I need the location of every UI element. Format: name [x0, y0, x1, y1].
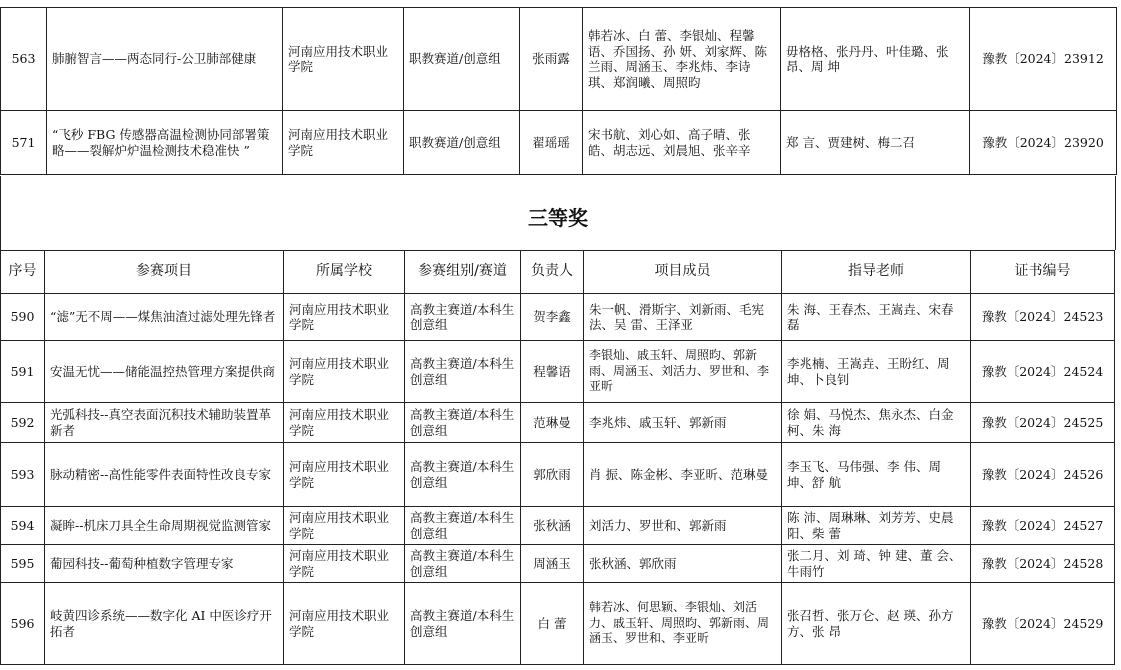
advisors: 李玉飞、马伟强、李 伟、周 坤、舒 航	[782, 443, 971, 507]
project-name: “飞秒 FBG 传感器高温检测协同部署策略——裂解炉炉温检测技术稳准快 ”	[47, 111, 283, 175]
header-project: 参赛项目	[45, 251, 284, 294]
certificate-number: 豫教〔2024〕24527	[971, 507, 1115, 545]
school-name: 河南应用技术职业学院	[284, 403, 405, 443]
table-row	[1, 341, 1115, 403]
school-name: 河南应用技术职业学院	[283, 8, 404, 111]
row-number: 590	[1, 294, 45, 341]
certificate-number: 豫教〔2024〕24525	[971, 403, 1115, 443]
certificate-number: 豫教〔2024〕24528	[971, 545, 1115, 583]
team-members: 张秋涵、郭欣雨	[584, 545, 782, 583]
award-section-header	[0, 176, 1116, 250]
leader-name: 张秋涵	[521, 507, 584, 545]
group-track: 高教主赛道/本科生创意组	[405, 545, 521, 583]
team-members: 朱一帆、滑斯宇、刘新雨、毛宪法、吴 雷、王泽亚	[584, 294, 782, 341]
project-name: “滤”无不周——煤焦油渣过滤处理先锋者	[45, 294, 284, 341]
project-name: 安温无忧——储能温控热管理方案提供商	[45, 341, 284, 403]
school-name: 河南应用技术职业学院	[284, 507, 405, 545]
group-track: 高教主赛道/本科生创意组	[405, 583, 521, 665]
table-row	[1, 583, 1115, 665]
header-group-track: 参赛组别/赛道	[405, 251, 521, 294]
row-number: 594	[1, 507, 45, 545]
certificate-number: 豫教〔2024〕24526	[971, 443, 1115, 507]
team-members: 李银灿、戚玉轩、周照昀、郭新雨、周涵玉、刘活力、罗世和、李亚昕	[584, 341, 782, 403]
advisors: 毋格格、张丹丹、叶佳璐、张 昂、周 坤	[781, 8, 970, 111]
team-members: 肖 振、陈金彬、李亚昕、范琳曼	[584, 443, 782, 507]
group-track: 高教主赛道/本科生创意组	[405, 507, 521, 545]
group-track: 高教主赛道/本科生创意组	[405, 294, 521, 341]
row-number: 563	[1, 8, 47, 111]
row-number: 595	[1, 545, 45, 583]
third-prize-table	[0, 250, 1115, 665]
row-number: 593	[1, 443, 45, 507]
project-name: 葡园科技--葡萄种植数字管理专家	[45, 545, 284, 583]
advisors: 郑 言、贾建树、梅二召	[781, 111, 970, 175]
school-name: 河南应用技术职业学院	[284, 545, 405, 583]
team-members: 韩若冰、白 蕾、李银灿、程馨语、乔国扬、孙 妍、刘家辉、陈兰雨、周涵玉、李兆炜、李诗琪、郑润曦、周照昀	[583, 8, 781, 111]
school-name: 河南应用技术职业学院	[283, 111, 404, 175]
header-advisors: 指导老师	[782, 251, 971, 294]
project-name: 肺腑智言——两态同行-公卫肺部健康	[47, 8, 283, 111]
advisors: 陈 沛、周琳琳、刘芳芳、史晨阳、柴 蕾	[782, 507, 971, 545]
row-number: 596	[1, 583, 45, 665]
team-members: 韩若冰、何思颖、李银灿、刘活力、戚玉轩、周照昀、郭新雨、周涵玉、罗世和、李亚昕	[584, 583, 782, 665]
advisors: 徐 娟、马悦杰、焦永杰、白金柯、朱 海	[782, 403, 971, 443]
award-title: 三等奖	[528, 206, 588, 230]
second-prize-table-continued	[0, 7, 1117, 175]
project-name: 凝眸--机床刀具全生命周期视觉监测管家	[45, 507, 284, 545]
header-school: 所属学校	[284, 251, 405, 294]
table-row	[1, 443, 1115, 507]
row-number: 591	[1, 341, 45, 403]
row-number: 592	[1, 403, 45, 443]
leader-name: 翟瑶瑶	[520, 111, 583, 175]
group-track: 高教主赛道/本科生创意组	[405, 403, 521, 443]
leader-name: 白 蕾	[521, 583, 584, 665]
project-name: 岐黄四诊系统——数字化 AI 中医诊疗开拓者	[45, 583, 284, 665]
header-certificate: 证书编号	[971, 251, 1115, 294]
header-members: 项目成员	[584, 251, 782, 294]
certificate-number: 豫教〔2024〕24524	[971, 341, 1115, 403]
leader-name: 张雨露	[520, 8, 583, 111]
group-track: 高教主赛道/本科生创意组	[405, 341, 521, 403]
table-row	[1, 403, 1115, 443]
leader-name: 贺李鑫	[521, 294, 584, 341]
table-row	[1, 8, 1117, 111]
advisors: 朱 海、王春杰、王嵩垚、宋春磊	[782, 294, 971, 341]
project-name: 光弧科技--真空表面沉积技术辅助装置革新者	[45, 403, 284, 443]
school-name: 河南应用技术职业学院	[284, 583, 405, 665]
certificate-number: 豫教〔2024〕24523	[971, 294, 1115, 341]
school-name: 河南应用技术职业学院	[284, 443, 405, 507]
leader-name: 周涵玉	[521, 545, 584, 583]
row-number: 571	[1, 111, 47, 175]
group-track: 职教赛道/创意组	[404, 8, 520, 111]
leader-name: 程馨语	[521, 341, 584, 403]
school-name: 河南应用技术职业学院	[284, 341, 405, 403]
certificate-number: 豫教〔2024〕23912	[970, 8, 1117, 111]
table-row	[1, 545, 1115, 583]
project-name: 脉动精密--高性能零件表面特性改良专家	[45, 443, 284, 507]
advisors: 李兆楠、王嵩垚、王盼红、周 坤、卜良钊	[782, 341, 971, 403]
header-number: 序号	[1, 251, 45, 294]
certificate-number: 豫教〔2024〕24529	[971, 583, 1115, 665]
school-name: 河南应用技术职业学院	[284, 294, 405, 341]
leader-name: 郭欣雨	[521, 443, 584, 507]
advisors: 张二月、刘 琦、钟 建、董 会、牛雨竹	[782, 545, 971, 583]
table-header-row	[1, 251, 1115, 294]
group-track: 职教赛道/创意组	[404, 111, 520, 175]
team-members: 李兆炜、戚玉轩、郭新雨	[584, 403, 782, 443]
header-leader: 负责人	[521, 251, 584, 294]
leader-name: 范琳曼	[521, 403, 584, 443]
table-row	[1, 507, 1115, 545]
certificate-number: 豫教〔2024〕23920	[970, 111, 1117, 175]
table-row	[1, 111, 1117, 175]
group-track: 高教主赛道/本科生创意组	[405, 443, 521, 507]
team-members: 宋书航、刘心如、高子晴、张 皓、胡志远、刘晨旭、张辛辛	[583, 111, 781, 175]
table-row	[1, 294, 1115, 341]
advisors: 张召哲、张万仑、赵 瑛、孙方方、张 昂	[782, 583, 971, 665]
team-members: 刘活力、罗世和、郭新雨	[584, 507, 782, 545]
